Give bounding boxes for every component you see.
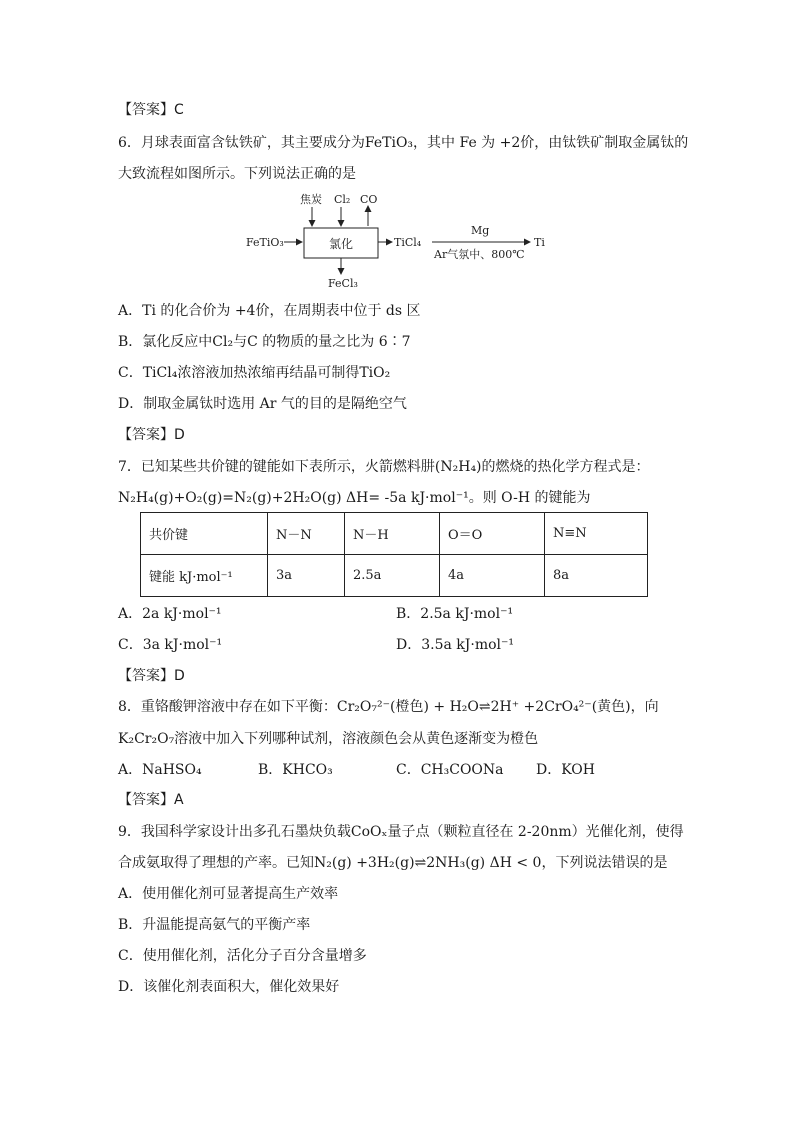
q9-option-c: C．使用催化剂，活化分子百分含量增多 (118, 948, 367, 964)
q7-option-a: A．2a kJ·mol⁻¹ (118, 606, 222, 622)
label-ticl4: TiCl₄ (394, 236, 422, 249)
q6-stem-line1: 6．月球表面富含钛铁矿，其主要成分为FeTiO₃，其中 Fe 为 +2价，由钛铁矿制取金属钛的 (118, 135, 689, 151)
label-cl2: Cl₂ (334, 193, 351, 206)
answer-q7: 【答案】D (118, 668, 185, 684)
label-chlorination: 氯化 (329, 237, 354, 251)
label-mg: Mg (471, 224, 490, 237)
q7-option-d: D．3.5a kJ·mol⁻¹ (396, 637, 515, 653)
answer-q5 (118, 100, 184, 120)
table-cell: 4a (440, 555, 545, 597)
q9-option-d: D．该催化剂表面积大，催化效果好 (118, 979, 340, 995)
header-cell: N－H (345, 513, 440, 555)
label-co: CO (360, 193, 378, 206)
q8-option-d: D．KOH (536, 762, 595, 778)
q7-option-b: B．2.5a kJ·mol⁻¹ (396, 606, 514, 622)
header-cell: N≡N (545, 513, 648, 555)
q9-option-a: A．使用催化剂可显著提高生产效率 (118, 886, 339, 902)
bond-energy-table (140, 512, 648, 597)
q9-option-b: B．升温能提高氨气的平衡产率 (118, 917, 311, 933)
table-header-row (141, 513, 648, 555)
q6-option-d: D．制取金属钛时选用 Ar 气的目的是隔绝空气 (118, 396, 407, 412)
q6-option-a: A．Ti 的化合价为 +4价，在周期表中位于 ds 区 (118, 303, 421, 319)
header-cell: N－N (268, 513, 345, 555)
q8-stem-line1: 8．重铬酸钾溶液中存在如下平衡：Cr₂O₇²⁻(橙色) + H₂O⇌2H⁺ +2CrO₄²⁻(黄色)，向 (118, 699, 659, 715)
q8-option-c: C．CH₃COONa (396, 762, 504, 778)
q9-stem-line2: 合成氨取得了理想的产率。已知N₂(g) +3H₂(g)⇌2NH₃(g) ΔH < 0，下列说法错误的是 (118, 855, 668, 871)
q7-stem-line2: N₂H₄(g)+O₂(g)=N₂(g)+2H₂O(g) ΔH= -5a kJ·mol⁻¹。则 O-H 的键能为 (118, 490, 591, 506)
answer-q6: 【答案】D (118, 427, 185, 443)
q7-stem-line1: 7．已知某些共价键的键能如下表所示，火箭燃料肼(N₂H₄)的燃烧的热化学方程式是： (118, 459, 650, 475)
label-fecl3: FeCl₃ (328, 277, 358, 290)
label-ti: Ti (534, 236, 545, 249)
header-cell: O＝O (440, 513, 545, 555)
label-coke: 焦炭 (300, 193, 322, 206)
table-cell: 2.5a (345, 555, 440, 597)
q9-stem-line1: 9．我国科学家设计出多孔石墨炔负载CoOₓ量子点（颗粒直径在 2-20nm）光催化剂，使得 (118, 824, 684, 840)
q7-option-c: C．3a kJ·mol⁻¹ (118, 637, 223, 653)
q8-stem-line2: K₂Cr₂O₇溶液中加入下列哪种试剂，溶液颜色会从黄色逐渐变为橙色 (118, 731, 539, 747)
q6-option-b: B．氯化反应中Cl₂与C 的物质的量之比为 6∶7 (118, 334, 411, 350)
answer-label: 【答案】 (118, 102, 174, 118)
q6-stem-line2: 大致流程如图所示。下列说法正确的是 (118, 166, 356, 182)
header-cell: 共价键 (141, 513, 268, 555)
table-row (141, 555, 648, 597)
q8-option-a: A．NaHSO₄ (118, 762, 202, 778)
label-fetio3: FeTiO₃ (246, 236, 284, 249)
titanium-flow-diagram (240, 190, 570, 296)
answer-q8: 【答案】A (118, 792, 184, 808)
table-cell: 8a (545, 555, 648, 597)
table-cell: 3a (268, 555, 345, 597)
row-label: 键能 kJ·mol⁻¹ (141, 555, 268, 597)
q8-option-b: B．KHCO₃ (258, 762, 333, 778)
q6-option-c: C．TiCl₄浓溶液加热浓缩再结晶可制得TiO₂ (118, 365, 391, 381)
label-conditions: Ar气氛中、800℃ (434, 248, 525, 261)
answer-value: C (174, 102, 184, 118)
